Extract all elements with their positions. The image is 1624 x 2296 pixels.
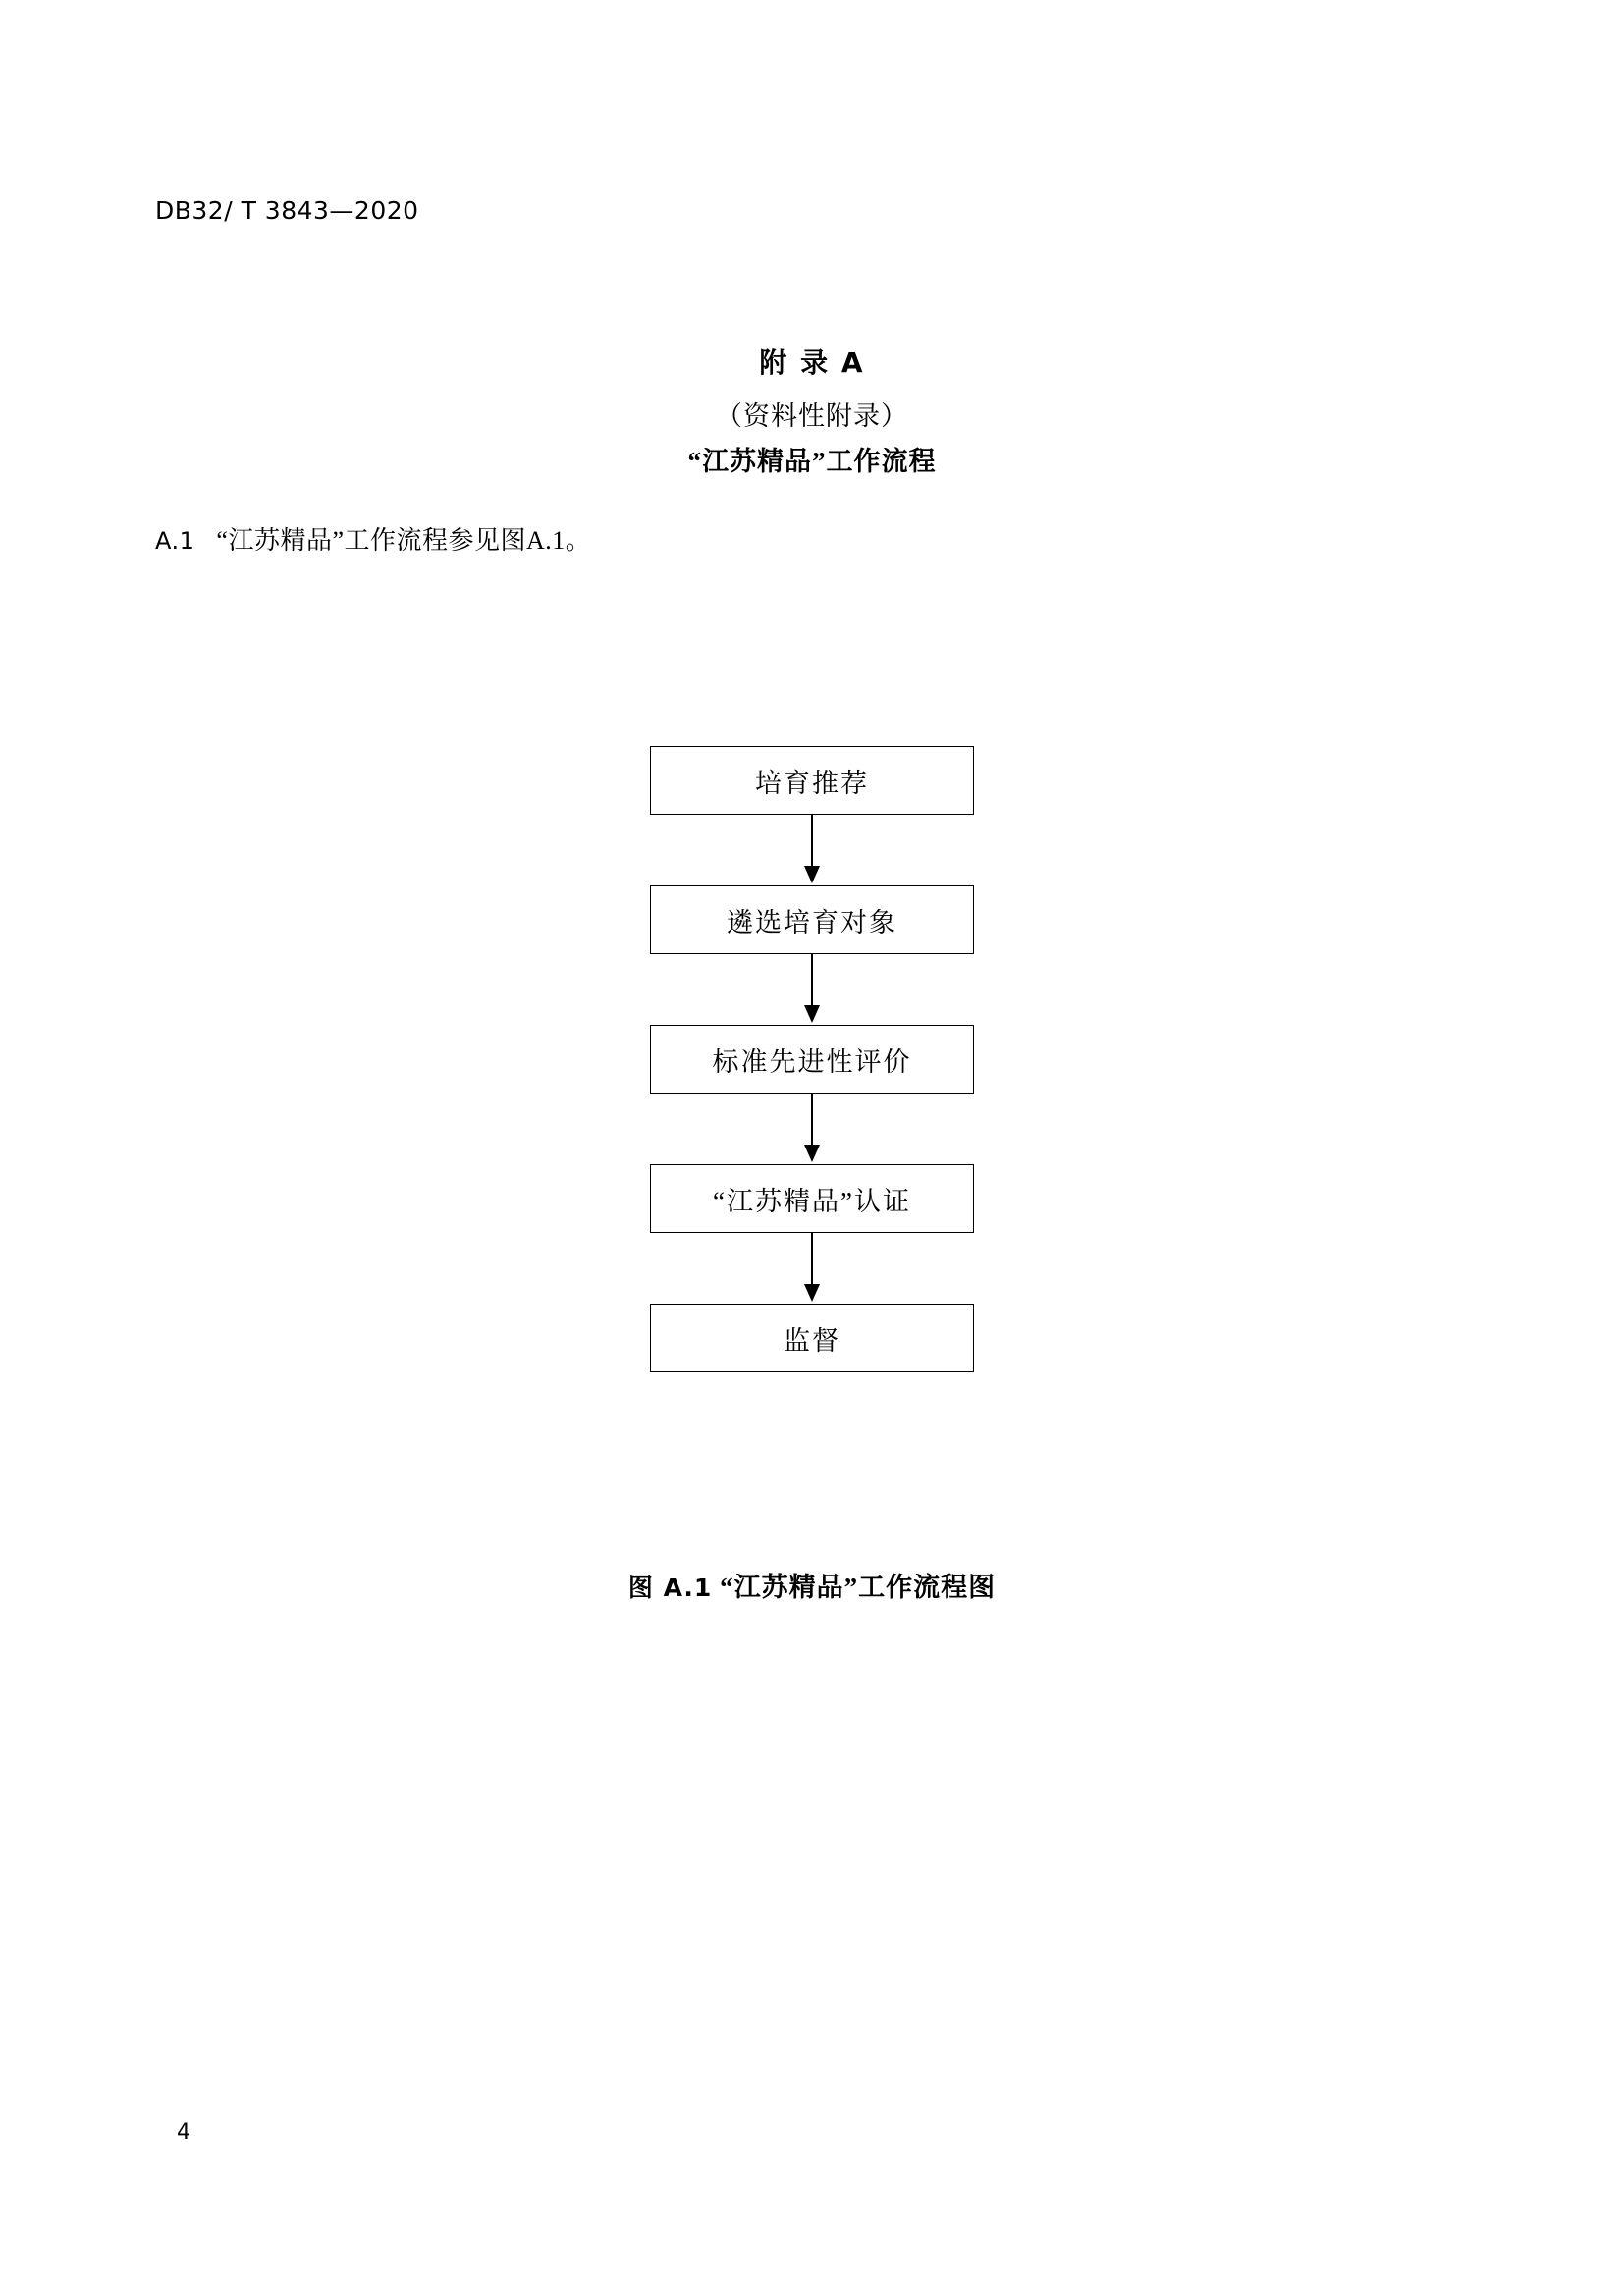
appendix-title: 附 录 A [759, 347, 865, 379]
figure-caption-number: 图 A.1 [627, 1574, 713, 1602]
clause-text: “江苏精品”工作流程参见图A.1。 [216, 526, 592, 555]
figure-caption-text: “江苏精品”工作流程图 [720, 1573, 997, 1602]
flow-node-5 [650, 1304, 974, 1372]
arrow-head-icon [804, 866, 820, 883]
flow-node-3 [650, 1025, 974, 1094]
standard-number: DB32/ T 3843—2020 [155, 196, 419, 225]
flow-node-1 [650, 746, 974, 815]
arrow-shaft [811, 954, 813, 1011]
flow-arrow-2 [802, 954, 822, 1025]
page-number: 4 [177, 2120, 190, 2145]
arrow-head-icon [804, 1005, 820, 1023]
clause-a1 [155, 520, 591, 557]
flow-node-label: 遴选培育对象 [727, 907, 897, 937]
flow-node-label: 培育推荐 [755, 768, 869, 798]
arrow-shaft [811, 1233, 813, 1290]
flow-node-label: 标准先进性评价 [712, 1046, 912, 1077]
flow-node-2 [650, 885, 974, 954]
arrow-shaft [811, 815, 813, 872]
flow-arrow-3 [802, 1094, 822, 1164]
flow-node-label: 监督 [784, 1325, 840, 1356]
arrow-shaft [811, 1094, 813, 1150]
figure-caption [0, 1566, 1624, 1604]
flow-node-4 [650, 1164, 974, 1233]
appendix-subtitle: （资料性附录） [716, 401, 908, 431]
arrow-head-icon [804, 1284, 820, 1302]
flow-arrow-1 [802, 815, 822, 885]
appendix-subtitle-secondary: “江苏精品”工作流程 [687, 447, 937, 476]
flow-arrow-4 [802, 1233, 822, 1304]
flow-node-label: “江苏精品”认证 [713, 1186, 911, 1216]
arrow-head-icon [804, 1145, 820, 1162]
flowchart [0, 746, 1624, 1372]
clause-number: A.1 [155, 527, 195, 555]
